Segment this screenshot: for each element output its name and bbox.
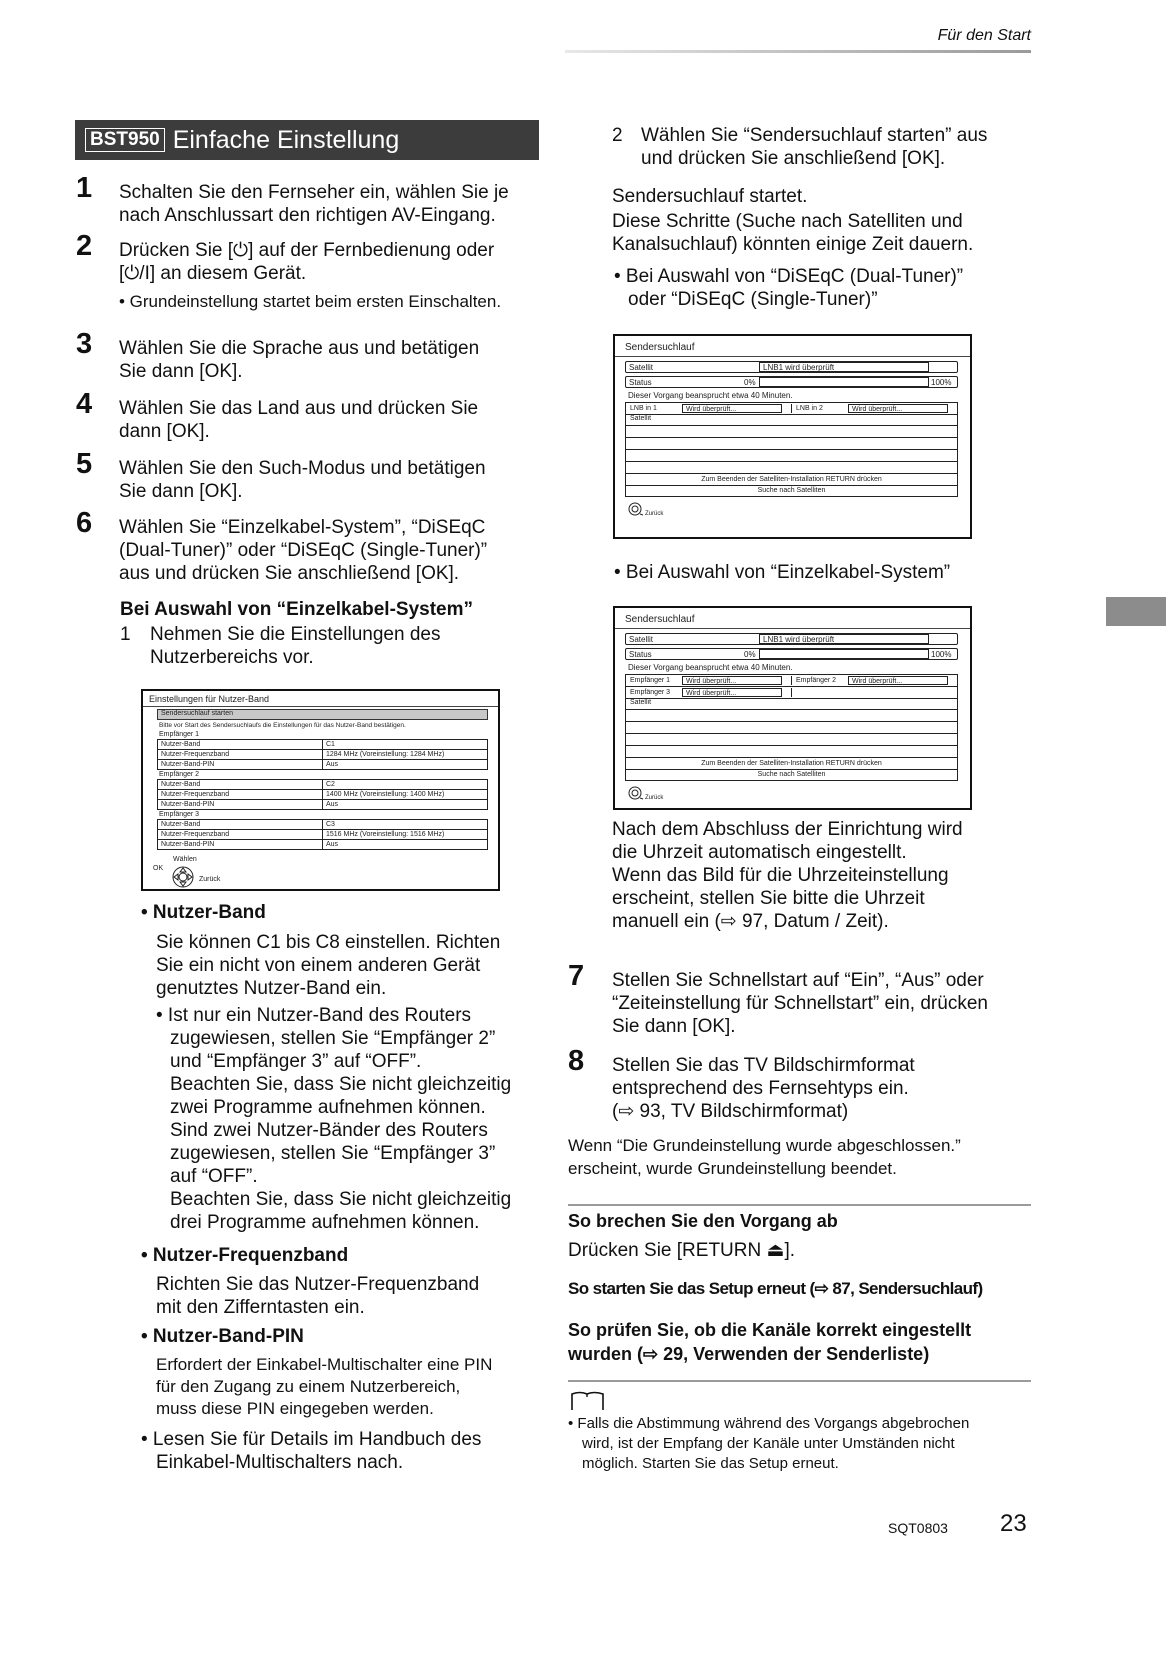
text-line: Richten Sie das Nutzer-Frequenzband (156, 1274, 480, 1295)
text-line: erscheint, wurde Grundeinstellung beendet. (568, 1159, 897, 1178)
settings-row[interactable] (158, 740, 488, 750)
document-code: SQT0803 (888, 1520, 948, 1536)
step-text (119, 457, 486, 503)
sendersuchlauf-screen-einzelkabel (613, 606, 972, 810)
step-text (119, 239, 494, 285)
tuner-cell (626, 676, 792, 685)
divider (568, 1380, 1031, 1382)
step-text (119, 181, 509, 227)
section-title-bar (75, 120, 539, 160)
text-line: Nach dem Abschluss der Einrichtung wird (612, 819, 963, 840)
text-line: entsprechend des Fernsehtyps ein. (612, 1078, 909, 1099)
tuner-cell (626, 404, 792, 413)
einzelkabel-heading: Bei Auswahl von “Einzelkabel-System” (120, 599, 474, 620)
text-line: für den Zugang zu einem Nutzerbereich, (156, 1377, 461, 1396)
progress-start-label: 0% (744, 377, 756, 387)
return-hint: Zum Beenden der Satelliten-Installation RETURN drücken (626, 474, 957, 486)
setting-value: Aus (323, 840, 488, 850)
step-number: 8 (568, 1045, 585, 1077)
text-line: Beachten Sie, dass Sie nicht gleichzeitig (170, 1074, 512, 1095)
text-line: mit den Zifferntasten ein. (156, 1297, 365, 1318)
text-line: (⇨ 93, TV Bildschirmformat) (612, 1101, 849, 1122)
tuner-label: Empfänger 2 (796, 677, 837, 684)
setting-value: 1516 MHz (Voreinstellung: 1516 MHz) (323, 830, 488, 840)
back-label: Zurück (645, 795, 664, 801)
return-hint: Zum Beenden der Satelliten-Installation RETURN drücken (626, 758, 957, 770)
tuner-cell (792, 404, 957, 413)
text-line: Wenn “Die Grundeinstellung wurde abgeschlossen.” (568, 1136, 961, 1155)
screen-title: Sendersuchlauf (615, 608, 970, 629)
duration-text: Dieser Vorgang beansprucht etwa 40 Minuten. (628, 391, 793, 400)
section-tab-marker (1106, 597, 1166, 626)
screen-hint: Bitte vor Start des Sendersuchlaufs die Einstellungen für das Nutzer-Band bestätigen. (159, 722, 406, 729)
step-text (612, 969, 988, 1038)
text-line: Sendersuchlauf startet. (612, 186, 808, 207)
back-hint (627, 501, 970, 517)
tuner-status-grid (625, 402, 958, 497)
settings-row[interactable] (158, 840, 488, 850)
text-line: Sie dann [OK]. (119, 481, 243, 502)
text-line: Nutzerbereichs vor. (150, 647, 314, 668)
satellite-list-header: Satellit (626, 415, 957, 426)
setting-label: Nutzer-Band (158, 820, 323, 830)
satellite-list-row (626, 462, 957, 474)
item-subnote (156, 1004, 511, 1234)
duration-text: Dieser Vorgang beansprucht etwa 40 Minuten. (628, 663, 793, 672)
search-status-text: Suche nach Satelliten (757, 771, 826, 778)
text-line: Sie ein nicht von einem anderen Gerät (156, 955, 481, 976)
start-search-row[interactable]: Sendersuchlauf starten (157, 709, 488, 720)
cancel-text: Drücken Sie [RETURN ⏏]. (568, 1240, 795, 1261)
text-line: Sie können C1 bis C8 einstellen. Richten (156, 932, 501, 953)
back-label: Zurück (645, 511, 664, 517)
substep-text (150, 623, 440, 669)
receiver-group-label: Empfänger 1 (159, 731, 200, 738)
text-line: zugewiesen, stellen Sie “Empfänger 3” (170, 1143, 496, 1164)
settings-row[interactable] (158, 800, 488, 810)
satellite-row (625, 633, 958, 645)
satellite-value: LNB1 wird überprüft (759, 634, 929, 644)
nutzer-band-settings-screen (141, 689, 500, 891)
text-line: wurden (⇨ 29, Verwenden der Senderliste) (568, 1344, 930, 1364)
text-line: Stellen Sie Schnellstart auf “Ein”, “Aus” oder (612, 970, 984, 991)
step-number: 4 (76, 388, 93, 420)
satellite-list-row (626, 710, 957, 722)
page-number: 23 (1000, 1510, 1027, 1537)
setting-label: Nutzer-Band (158, 740, 323, 750)
screen-title: Einstellungen für Nutzer-Band (143, 691, 498, 707)
header-rule (565, 50, 1031, 53)
setting-label: Nutzer-Band (158, 780, 323, 790)
tuner-status: Wird überprüft... (848, 676, 948, 685)
substep-number: 1 (120, 624, 131, 645)
settings-row[interactable] (158, 820, 488, 830)
screen-title: Sendersuchlauf (615, 336, 970, 357)
text-line: die Uhrzeit automatisch eingestellt. (612, 842, 907, 863)
text-line: Wählen Sie das Land aus und drücken Sie (119, 398, 479, 419)
setting-label: Nutzer-Frequenzband (158, 790, 323, 800)
receiver-settings-table (157, 819, 488, 850)
text-line: Kanalsuchlauf) könnten einige Zeit dauern. (612, 234, 974, 255)
item-text (156, 931, 500, 1000)
text-line: Wenn das Bild für die Uhrzeiteinstellung (612, 865, 949, 886)
text-line: oder “DiSEqC (Single-Tuner)” (628, 289, 878, 310)
text-line: aus und drücken Sie anschließend [OK]. (119, 563, 460, 584)
tuner-label: Empfänger 1 (630, 677, 671, 684)
receiver-group-label: Empfänger 3 (159, 811, 200, 818)
settings-row[interactable] (158, 780, 488, 790)
text-line: • Ist nur ein Nutzer-Band des Routers (156, 1005, 472, 1026)
text-line: • Lesen Sie für Details im Handbuch des (141, 1429, 482, 1450)
item-heading-nutzer-frequenzband: • Nutzer-Frequenzband (141, 1245, 349, 1266)
tuner-status-grid (625, 674, 958, 781)
progress-end-label: 100% (931, 649, 952, 659)
text-line: Beachten Sie, dass Sie nicht gleichzeitig (170, 1189, 512, 1210)
nav-ok-label: OK (153, 865, 164, 872)
tuner-label: Empfänger 3 (630, 689, 671, 696)
step-number: 6 (76, 507, 93, 539)
satellite-value: LNB1 wird überprüft (759, 362, 929, 372)
tuner-status: Wird überprüft... (682, 404, 782, 413)
details-bullet (141, 1428, 481, 1474)
setting-value: Aus (323, 760, 488, 770)
step-text (119, 516, 487, 585)
item-text (156, 1273, 479, 1319)
setting-value: 1284 MHz (Voreinstellung: 1284 MHz) (323, 750, 488, 760)
tuner-status: Wird überprüft... (682, 676, 782, 685)
substep-number: 2 (612, 125, 623, 146)
setting-label: Nutzer-Band-PIN (158, 840, 323, 850)
tuner-status: Wird überprüft... (848, 404, 948, 413)
text-line: Drücken Sie [⏻] auf der Fernbedienung oder (119, 240, 495, 261)
text-line: Schalten Sie den Fernseher ein, wählen Sie je (119, 182, 509, 203)
text-line: Nehmen Sie die Einstellungen des (150, 624, 441, 645)
text-line: zugewiesen, stellen Sie “Empfänger 2” (170, 1028, 496, 1049)
text-line: Sie dann [OK]. (119, 361, 243, 382)
text-line: wird, ist der Empfang der Kanäle unter Umständen nicht (582, 1435, 955, 1452)
book-note-icon (570, 1390, 606, 1412)
section-title: Einfache Einstellung (172, 125, 400, 154)
satellite-row (625, 361, 958, 373)
after-setup-text (612, 818, 963, 933)
search-status-text: Suche nach Satelliten (757, 487, 826, 494)
text-line: Wählen Sie den Such-Modus und betätigen (119, 458, 486, 479)
substep-text (641, 124, 987, 170)
status-label: Status (629, 377, 652, 387)
text-line: • Bei Auswahl von “DiSEqC (Dual-Tuner)” (614, 266, 964, 287)
model-badge: BST950 (85, 128, 165, 152)
step-number: 1 (76, 172, 93, 204)
text-line: Sie dann [OK]. (612, 1016, 736, 1037)
settings-row[interactable] (158, 830, 488, 840)
tuner-cell (792, 676, 957, 685)
tuner-cell (626, 688, 792, 697)
nav-back-label: Zurück (199, 876, 221, 883)
return-button-icon (627, 501, 645, 517)
text-line: Stellen Sie das TV Bildschirmformat (612, 1055, 915, 1076)
step-number: 3 (76, 328, 93, 360)
text-line: muss diese PIN eingegeben werden. (156, 1399, 434, 1418)
text-line: und drücken Sie anschließend [OK]. (641, 148, 946, 169)
step-text (119, 337, 479, 383)
cancel-heading: So brechen Sie den Vorgang ab (568, 1211, 838, 1231)
note-text (568, 1414, 969, 1474)
setting-value: C1 (323, 740, 488, 750)
step-number: 5 (76, 448, 93, 480)
item-text (156, 1354, 492, 1420)
status-row (625, 648, 958, 660)
step-note: • Grundeinstellung startet beim ersten Einschalten. (119, 292, 502, 311)
setting-label: Nutzer-Band-PIN (158, 760, 323, 770)
text-line: und “Empfänger 3” auf “OFF”. (170, 1051, 422, 1072)
satellite-list-row (626, 438, 957, 450)
settings-row[interactable] (158, 760, 488, 770)
setting-value: Aus (323, 800, 488, 810)
text-line: (Dual-Tuner)” oder “DiSEqC (Single-Tuner)” (119, 540, 488, 561)
satellite-list-row (626, 746, 957, 758)
text-line: Wählen Sie “Sendersuchlauf starten” aus (641, 125, 988, 146)
step-number: 7 (568, 960, 585, 992)
setting-label: Nutzer-Frequenzband (158, 750, 323, 760)
divider (568, 1204, 1031, 1206)
step-text (119, 397, 478, 443)
text-line: Erfordert der Einkabel-Multischalter eine PIN (156, 1355, 493, 1374)
return-button-icon (627, 785, 645, 801)
text-line: drei Programme aufnehmen können. (170, 1212, 480, 1233)
satellite-list-row (626, 450, 957, 462)
satellite-label: Satellit (629, 362, 654, 372)
tuner-label: LNB in 2 (796, 405, 823, 412)
text-line: auf “OFF”. (170, 1166, 258, 1187)
setting-value: C3 (323, 820, 488, 830)
dpad-icon (171, 864, 197, 888)
progress-bar (759, 649, 929, 659)
running-header: Für den Start (937, 27, 1031, 44)
text-line: möglich. Starten Sie das Setup erneut. (582, 1455, 839, 1472)
text-line: erscheint, stellen Sie bitte die Uhrzeit (612, 888, 925, 909)
receiver-group-label: Empfänger 2 (159, 771, 200, 778)
text-line: dann [OK]. (119, 421, 210, 442)
progress-end-label: 100% (931, 377, 952, 387)
text-line: manuell ein (⇨ 97, Datum / Zeit). (612, 911, 889, 932)
navigation-legend (153, 856, 253, 888)
text-line: • Falls die Abstimmung während des Vorgangs abgebrochen (568, 1415, 970, 1432)
satellite-list-header: Satellit (626, 699, 957, 710)
setting-value: 1400 MHz (Voreinstellung: 1400 MHz) (323, 790, 488, 800)
nav-select-label: Wählen (173, 856, 197, 863)
text-line: zwei Programme aufnehmen können. (170, 1097, 486, 1118)
receiver-settings-table (157, 779, 488, 810)
einzelkabel-bullet: • Bei Auswahl von “Einzelkabel-System” (614, 562, 951, 583)
item-heading-nutzer-band-pin: • Nutzer-Band-PIN (141, 1326, 304, 1347)
diseqc-bullet (614, 265, 963, 311)
progress-start-label: 0% (744, 649, 756, 659)
text-line: “Zeiteinstellung für Schnellstart” ein, drücken (612, 993, 988, 1014)
text-line: So prüfen Sie, ob die Kanäle korrekt eingestellt (568, 1320, 972, 1340)
text-line: Sind zwei Nutzer-Bänder des Routers (170, 1120, 488, 1141)
setting-label: Nutzer-Frequenzband (158, 830, 323, 840)
sendersuchlauf-screen-diseqc (613, 334, 972, 539)
text-line: Wählen Sie “Einzelkabel-System”, “DiSEqC (119, 517, 486, 538)
receiver-settings-table (157, 739, 488, 770)
status-row (625, 376, 958, 388)
completion-text (568, 1134, 961, 1180)
text-line: Wählen Sie die Sprache aus und betätigen (119, 338, 480, 359)
text-line: [⏻/I] an diesem Gerät. (119, 263, 307, 284)
setting-value: C2 (323, 780, 488, 790)
step-number: 2 (76, 230, 93, 262)
setting-label: Nutzer-Band-PIN (158, 800, 323, 810)
settings-row[interactable] (158, 750, 488, 760)
settings-row[interactable] (158, 790, 488, 800)
satellite-list-row (626, 734, 957, 746)
text-line: Einkabel-Multischalters nach. (156, 1452, 404, 1473)
progress-bar (759, 377, 929, 387)
check-channels-heading (568, 1318, 971, 1366)
status-label: Status (629, 649, 652, 659)
tuner-status: Wird überprüft... (682, 688, 782, 697)
text-line: genutztes Nutzer-Band ein. (156, 978, 387, 999)
restart-setup-link: So starten Sie das Setup erneut (⇨ 87, Sendersuchlauf) (568, 1279, 983, 1298)
text-line: nach Anschlussart den richtigen AV-Eingang. (119, 205, 496, 226)
satellite-list-row (626, 426, 957, 438)
satellite-label: Satellit (629, 634, 654, 644)
search-start-text (612, 185, 973, 256)
text-line: Diese Schritte (Suche nach Satelliten und (612, 211, 963, 232)
step-text (612, 1054, 915, 1123)
satellite-list-row (626, 722, 957, 734)
tuner-label: LNB in 1 (630, 405, 657, 412)
item-heading-nutzer-band: • Nutzer-Band (141, 902, 266, 923)
back-hint (627, 785, 970, 801)
